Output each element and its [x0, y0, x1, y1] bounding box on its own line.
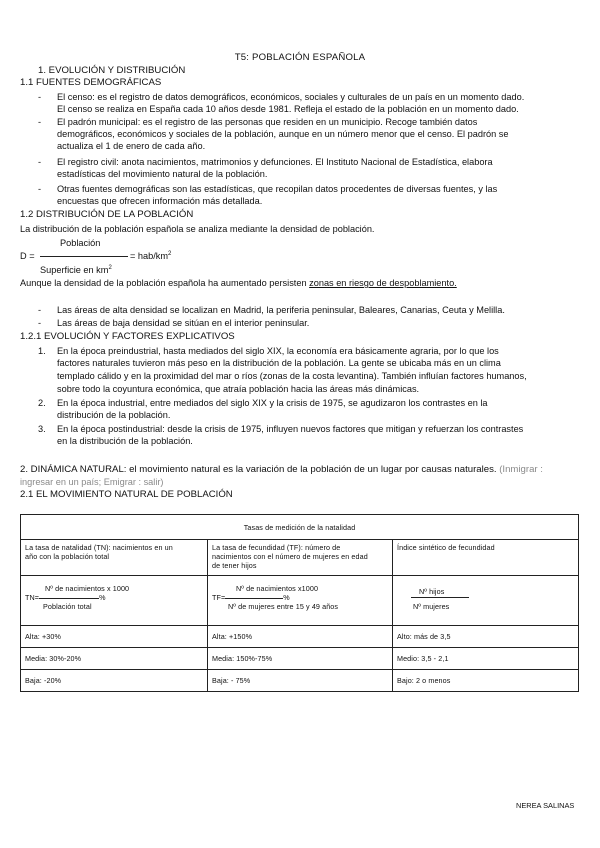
isf-alto: Alto: más de 3,5	[393, 626, 579, 648]
natalidad-table	[20, 514, 579, 692]
table-row	[21, 670, 579, 692]
isf-medio: Medio: 3,5 - 2,1	[393, 648, 579, 670]
table-formula-row	[21, 576, 579, 626]
isf-header: Índice sintético de fecundidad	[393, 540, 579, 576]
censo-line-2: El censo se realiza en España cada 10 años desde 1981. Refleja el estado de la población en un momento dado.	[57, 104, 519, 114]
table-header-row	[21, 540, 579, 576]
tf-alta: Alta: +150%	[208, 626, 393, 648]
alta-densidad-line: Las áreas de alta densidad se localizan en Madrid, la periferia peninsular, Baleares, Canarias, Ceuta y Melilla.	[57, 305, 505, 315]
tn-alta: Alta: +30%	[21, 626, 208, 648]
postindustrial-line-1: En la época postindustrial: desde la crisis de 1975, influyen nuevos factores que mitigan y refuerzan los contrastes	[57, 424, 524, 434]
padron-line-2: demográficos, económicos y sociales de la población, aunque en un número menor que el censo. El padrón se	[57, 129, 509, 139]
formula-numerator: Población	[60, 238, 101, 248]
formula-denominator: Superficie en $km^2$	[40, 264, 112, 275]
tn-formula: Nº de nacimientos x 1000 TN= % Población total	[21, 576, 208, 626]
tn-header: La tasa de natalidad (TN): nacimientos en un año con la población total	[21, 540, 208, 576]
tf-baja: Baja: - 75%	[208, 670, 393, 692]
underlined-phrase: zonas en riesgo de despoblamiento.	[309, 278, 457, 288]
section-1-1-heading: 1.1 FUENTES DEMOGRÁFICAS	[20, 77, 162, 88]
padron-line-1: El padrón municipal: es el registro de las personas que residen en un municipio. Recoge también datos	[57, 117, 478, 127]
industrial-line-2: distribución de la población.	[57, 410, 171, 420]
section-1-heading: 1. EVOLUCIÓN Y DISTRIBUCIÓN	[38, 65, 186, 76]
formula-fraction-line	[40, 256, 128, 257]
tf-formula: Nº de nacimientos x1000 TF= % Nº de mujeres entre 15 y 49 años	[208, 576, 393, 626]
isf-bajo: Bajo: 2 o menos	[393, 670, 579, 692]
list-number: 2.	[38, 398, 46, 408]
preindustrial-line-2: factores naturales tuvieron más peso en la distribución de la población. La gente se ubicaba más en un clima	[57, 358, 501, 368]
censo-line-1: El censo: es el registro de datos demográficos, económicos, sociales y culturales de un país en un momento dado.	[57, 92, 525, 102]
industrial-line-1: En la época industrial, entre mediados del siglo XIX y la crisis de 1975, se agudizaron los contrastes en la	[57, 398, 488, 408]
section-2-1-heading: 2.1 EL MOVIMIENTO NATURAL DE POBLACIÓN	[20, 489, 233, 500]
table-row	[21, 648, 579, 670]
tf-media: Media: 150%-75%	[208, 648, 393, 670]
section-1-2-1-heading: 1.2.1 EVOLUCIÓN Y FACTORES EXPLICATIVOS	[20, 331, 235, 342]
isf-formula: Nº hijos Nº mujeres	[393, 576, 579, 626]
baja-densidad-line: Las áreas de baja densidad se sitúan en el interior peninsular.	[57, 318, 310, 328]
bullet-mark: -	[38, 318, 42, 328]
density-note: Aunque la densidad de la población española ha aumentado persisten zonas en riesgo de despoblamiento.	[20, 278, 457, 288]
preindustrial-line-3: templado cálido y en la proximidad del mar o ríos (zonas de la costa levantina). También influían factores humanos,	[57, 371, 527, 381]
preindustrial-line-4: sobre todo la coyuntura económica, que atraía población hacia las áreas más dinámicas.	[57, 384, 420, 394]
formula-lhs: D =	[20, 251, 35, 261]
tn-baja: Baja: -20%	[21, 670, 208, 692]
section-1-2-heading: 1.2 DISTRIBUCIÓN DE LA POBLACIÓN	[20, 209, 194, 220]
author-footer: NEREA SALINAS	[516, 801, 575, 810]
bullet-mark: -	[38, 157, 42, 167]
section-2-heading: 2. DINÁMICA NATURAL: el movimiento natural es la variación de la población de un lugar por causas naturales. (Inmigrar :	[20, 464, 543, 475]
section-2-note: ingresar en un país; Emigrar : salir)	[20, 477, 164, 487]
bullet-mark: -	[38, 117, 42, 127]
document-title: T5: POBLACIÓN ESPAÑOLA	[234, 52, 366, 63]
registro-line-2: estadísticas del movimiento natural de la población.	[57, 169, 268, 179]
section-1-2-intro: La distribución de la población española se analiza mediante la densidad de población.	[20, 224, 375, 234]
registro-line-1: El registro civil: anota nacimientos, matrimonios y defunciones. El Instituto Nacional de Estadística, elabora	[57, 157, 493, 167]
list-number: 3.	[38, 424, 46, 434]
otras-line-1: Otras fuentes demográficas son las estadísticas, que recopilan datos procedentes de diversas fuentes, y las	[57, 184, 498, 194]
padron-line-3: actualiza el 1 de enero de cada año.	[57, 141, 206, 151]
formula-rhs: = hab/$km^2$	[130, 250, 172, 261]
preindustrial-line-1: En la época preindustrial, hasta mediados del siglo XIX, la economía era básicamente agraria, por lo que los	[57, 346, 499, 356]
bullet-mark: -	[38, 92, 42, 102]
bullet-mark: -	[38, 184, 42, 194]
bullet-mark: -	[38, 305, 42, 315]
tn-media: Media: 30%-20%	[21, 648, 208, 670]
otras-line-2: encuestas que ofrecen información más detallada.	[57, 196, 263, 206]
table-title-row	[21, 515, 579, 540]
list-number: 1.	[38, 346, 46, 356]
postindustrial-line-2: en la distribución de la población.	[57, 436, 193, 446]
table-row	[21, 626, 579, 648]
tf-header: La tasa de fecundidad (TF): número de nacimientos con el número de mujeres en edad de tener hijos	[208, 540, 393, 576]
table-title: Tasas de medición de la natalidad	[21, 515, 579, 540]
